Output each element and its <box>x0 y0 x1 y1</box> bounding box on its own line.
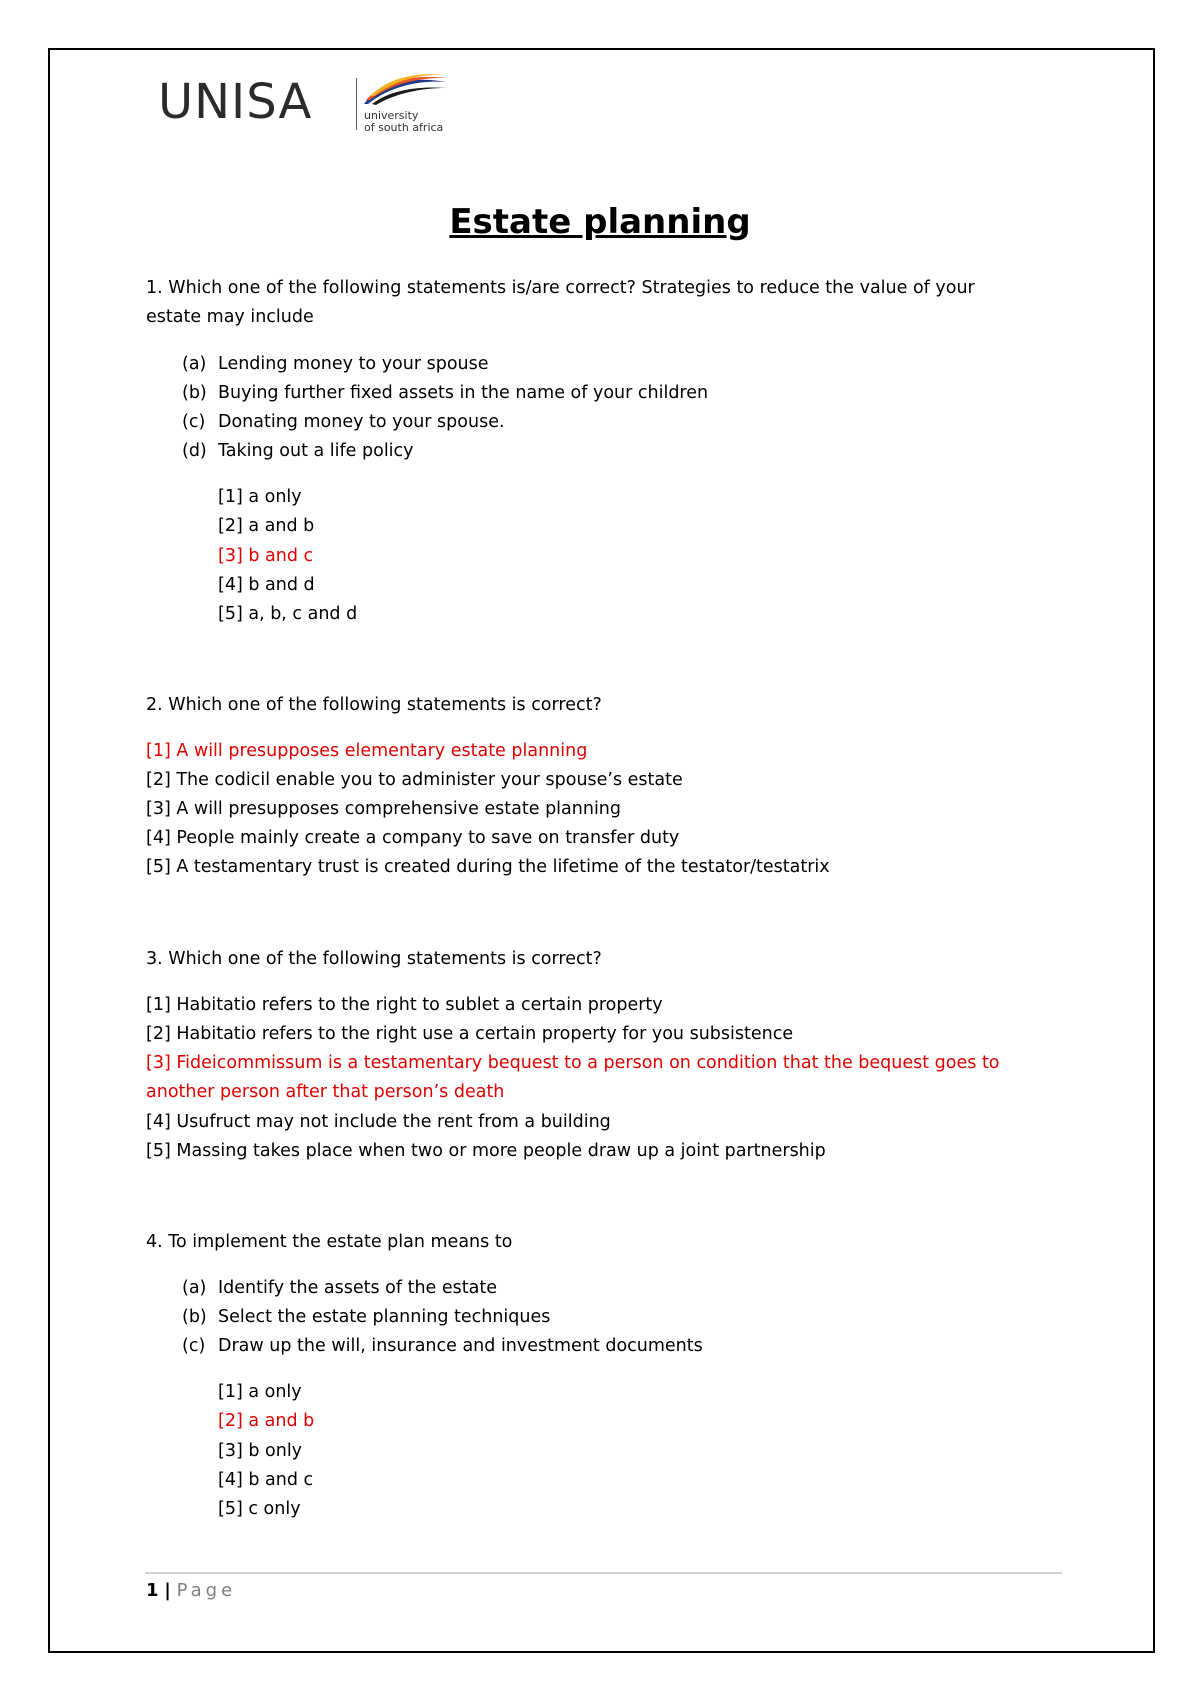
page-number: 1 <box>146 1580 159 1601</box>
q4-option-a: (a) Identify the assets of the estate <box>182 1278 497 1298</box>
q4-answer-2-correct: [2] a and b <box>218 1411 315 1431</box>
q1-answer-2: [2] a and b <box>218 516 315 536</box>
q2-answer-5: [5] A testamentary trust is created during the lifetime of the testator/testatrix <box>146 857 830 877</box>
q1-option-b: (b) Buying further fixed assets in the name of your children <box>182 383 709 403</box>
q4-answer-3: [3] b only <box>218 1441 303 1461</box>
q1-answer-5: [5] a, b, c and d <box>218 604 358 624</box>
q1-answer-4: [4] b and d <box>218 575 315 595</box>
q2-answer-3: [3] A will presupposes comprehensive estate planning <box>146 799 622 819</box>
logo-divider <box>356 78 357 130</box>
question-2-text: 2. Which one of the following statements is correct? <box>146 695 602 715</box>
q2-answer-1-correct: [1] A will presupposes elementary estate planning <box>146 741 588 761</box>
question-1-text: 1. Which one of the following statements is/are correct? Strategies to reduce the value of your <box>146 278 975 298</box>
logo-subtitle: university of south africa <box>364 109 444 134</box>
q1-option-d: (d) Taking out a life policy <box>182 441 414 461</box>
question-4-text: 4. To implement the estate plan means to <box>146 1232 513 1252</box>
q3-answer-3-correct-cont: another person after that person’s death <box>146 1082 505 1102</box>
logo-wordmark: UNISA <box>158 74 313 130</box>
q3-answer-5: [5] Massing takes place when two or more people draw up a joint partnership <box>146 1141 826 1161</box>
q4-option-b: (b) Select the estate planning techniques <box>182 1307 551 1327</box>
q3-answer-2: [2] Habitatio refers to the right use a certain property for you subsistence <box>146 1024 794 1044</box>
q3-answer-3-correct: [3] Fideicommissum is a testamentary bequest to a person on condition that the bequest goes to <box>146 1053 1000 1073</box>
q2-answer-4: [4] People mainly create a company to save on transfer duty <box>146 828 680 848</box>
page-label: Page <box>176 1580 237 1601</box>
q1-answer-1: [1] a only <box>218 487 302 507</box>
footer-separator: | <box>164 1580 171 1601</box>
page-title: Estate planning <box>449 202 751 242</box>
q3-answer-1: [1] Habitatio refers to the right to sublet a certain property <box>146 995 663 1015</box>
page-footer <box>146 1580 236 1602</box>
q4-answer-1: [1] a only <box>218 1382 302 1402</box>
question-1-text-cont: estate may include <box>146 307 314 327</box>
q1-option-c: (c) Donating money to your spouse. <box>182 412 505 432</box>
q4-option-c: (c) Draw up the will, insurance and investment documents <box>182 1336 703 1356</box>
q3-answer-4: [4] Usufruct may not include the rent from a building <box>146 1112 611 1132</box>
q2-answer-2: [2] The codicil enable you to administer your spouse’s estate <box>146 770 683 790</box>
footer-rule <box>145 1572 1062 1574</box>
unisa-logo <box>148 72 463 150</box>
q1-answer-3-correct: [3] b and c <box>218 546 314 566</box>
flag-swoosh-icon <box>360 74 450 108</box>
q4-answer-4: [4] b and c <box>218 1470 314 1490</box>
q1-option-a: (a) Lending money to your spouse <box>182 354 489 374</box>
question-3-text: 3. Which one of the following statements is correct? <box>146 949 602 969</box>
q4-answer-5: [5] c only <box>218 1499 301 1519</box>
